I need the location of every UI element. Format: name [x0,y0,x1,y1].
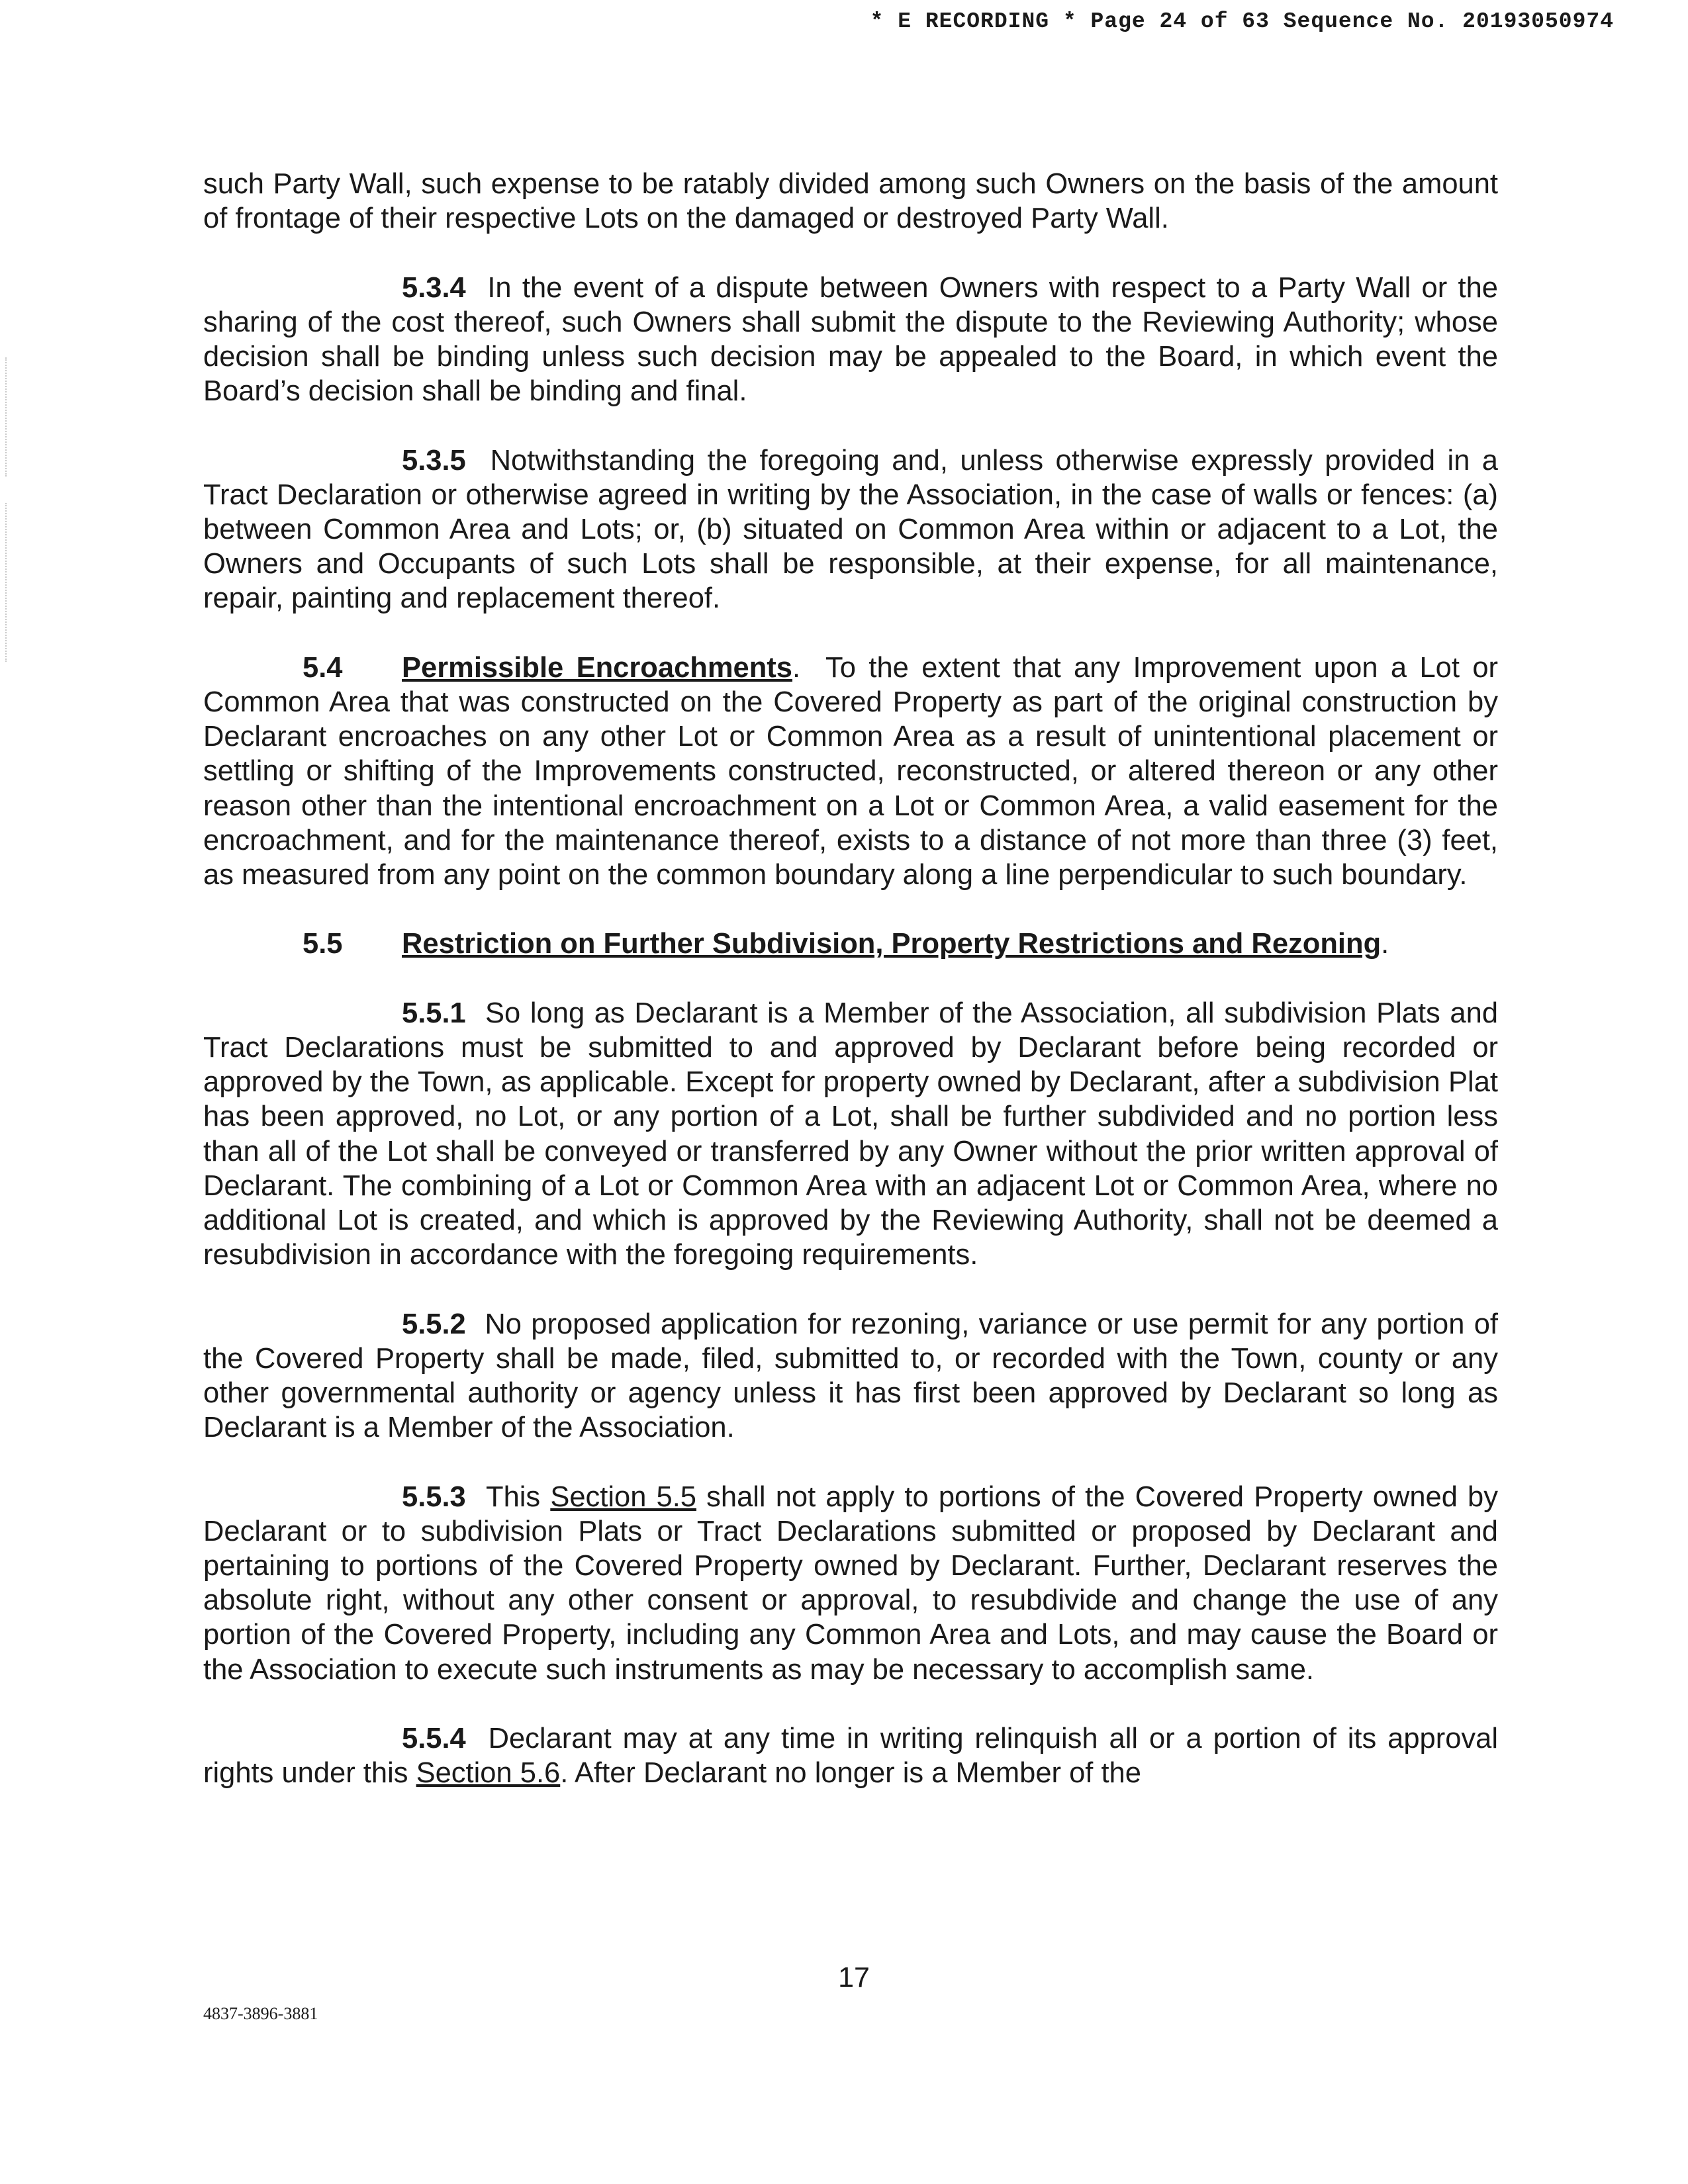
title-punctuation: . [792,651,801,684]
paragraph-text: shall not apply to portions of the Covered Property owned by Declarant or to subdivision Plats or Tract Declarations submitted or proposed by Declarant and pertaining to portions of the Covered Property owned by Declarant. Further, Declarant reserves the absolute right, without any other consent or approval, to resubdivide and change the use of any portion of the Covered Property, including any Common Area and Lots, and may cause the Board or the Association to execute such instruments as may be necessary to accomplish same. [203,1480,1498,1686]
paragraph-text: So long as Declarant is a Member of the Association, all subdivision Plats and Tract Declarations must be submitted to and approved by Declarant before being recorded or approved by the Town, as applicable. Except for property owned by Declarant, after a subdivision Plat has been approved, no Lot, or any portion of a Lot, shall be further subdivided and no portion less than all of the Lot shall be conveyed or transferred by any Owner without the prior written approval of Declarant. The combining of a Lot or Common Area with an adjacent Lot or Common Area, where no additional Lot is created, and which is approved by the Reviewing Authority, shall not be deemed a resubdivision in accordance with the foregoing requirements. [203,997,1499,1271]
section-number: 5.5.3 [402,1480,466,1513]
section-title: Permissible Encroachments [402,651,792,684]
paragraph-lead: Declarant may at any time in writing relinquish all or a portion of its approval rights under this [203,1723,1499,1790]
paragraph-text: No proposed application for rezoning, variance or use permit for any portion of the Covered Property shall be made, filed, submitted to, or recorded with the Town, county or any other governmental authority or agency unless it has first been approved by Declarant so long as Declarant is a Member of the Association. [203,1308,1499,1444]
section-cross-reference: Section 5.5 [550,1480,696,1513]
section-cross-reference: Section 5.6 [416,1757,561,1790]
section-number: 5.5 [303,928,343,960]
section-number: 5.5.2 [402,1308,466,1340]
section-number: 5.4 [303,651,343,684]
paragraph-5-5-3 [203,1480,1498,1687]
paragraph-5-4 [203,651,1498,892]
paragraph-5-3-5 [203,443,1498,616]
page-number: 17 [838,1962,870,1993]
title-punctuation: . [1381,928,1389,960]
paragraph-text: To the extent that any Improvement upon a Lot or Common Area that was constructed on the Covered Property as part of the original construction by Declarant encroaches on any other Lot or Common Area as a result of unintentional placement or settling or shifting of the Improvements constructed, reconstructed, or altered thereon or any other reason other than the intentional encroachment on a Lot or Common Area, a valid easement for the encroachment, and for the maintenance thereof, exists to a distance of not more than three (3) feet, as measured from any point on the common boundary along a line perpendicular to such boundary. [203,651,1499,891]
paragraph-5-5-2 [203,1307,1498,1445]
section-title: Restriction on Further Subdivision, Property Restrictions and Rezoning [402,928,1382,960]
paragraph-5-5-1 [203,996,1498,1273]
paragraph-lead: This [486,1480,541,1513]
scan-margin-mark [5,503,7,662]
document-id: 4837-3896-3881 [203,2004,318,2023]
paragraph-5-5-4 [203,1721,1498,1790]
section-number: 5.5.4 [402,1723,466,1755]
section-number: 5.3.4 [402,271,466,304]
document-body [203,167,1498,1790]
heading-5-5 [203,927,1498,961]
paragraph-text: Notwithstanding the foregoing and, unless otherwise expressly provided in a Tract Declaration or otherwise agreed in writing by the Association, in the case of walls or fences: (a) between Common Area and Lots; or, (b) situated on Common Area within or adjacent to a Lot, the Owners and Occupants of such Lots shall be responsible, at their expense, for all maintenance, repair, painting and replacement thereof. [203,444,1499,615]
paragraph-text: such Party Wall, such expense to be ratably divided among such Owners on the basis of the amount of frontage of their respective Lots on the damaged or destroyed Party Wall. [203,168,1498,235]
paragraph-text: . After Declarant no longer is a Member of the [560,1757,1141,1790]
paragraph-text: In the event of a dispute between Owners with respect to a Party Wall or the sharing of the cost thereof, such Owners shall submit the dispute to the Reviewing Authority; whose decision shall be binding unless such decision may be appealed to the Board, in which event the Board’s decision shall be binding and final. [203,271,1498,408]
paragraph-continuation [203,167,1498,236]
section-number: 5.5.1 [402,997,466,1029]
paragraph-5-3-4 [203,271,1498,409]
scan-margin-mark [5,357,7,477]
section-number: 5.3.5 [402,444,466,477]
recording-header: * E RECORDING * Page 24 of 63 Sequence No. 20193050974 [870,9,1614,34]
